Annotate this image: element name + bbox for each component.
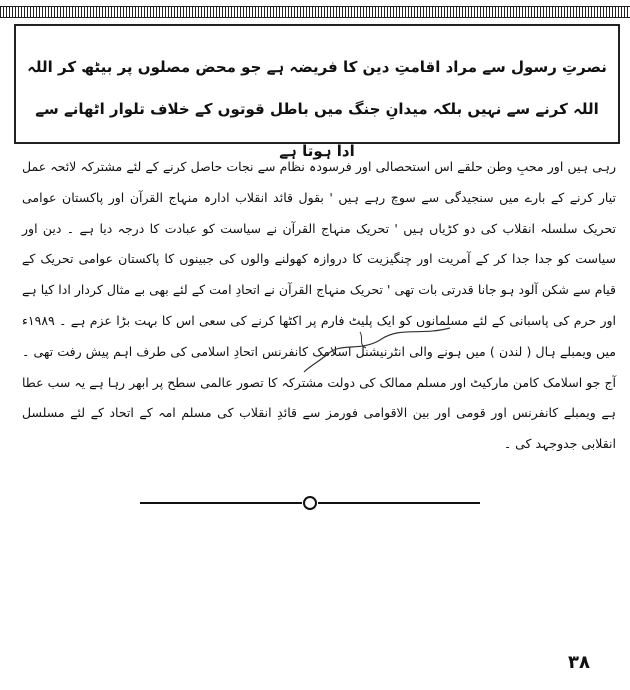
pull-quote-box — [14, 24, 620, 160]
page-number: ۳۸ — [568, 652, 590, 673]
top-decorative-rule — [0, 6, 630, 18]
body-paragraph: رہی ہیں اور محبِ وطن حلقے اس استحصالی اور فرسودہ نظام سے نجات حاصل کرنے کے لئے مشترکہ لائحہ عمل تیار کرنے کے بارے میں سنجیدگی سے سوچ رہے ہیں ' بقول قائد انقلاب ادارہ منہاج القرآن اور پاکستان عوامی تحریک سلسلہ انقلاب کی دو کڑیاں ہیں ' تحریک منہاج القرآن نے سیاست کو عبادت کا درجہ دیا ہے ۔ دین اور سیاست کو جدا جدا کر کے آمریت اور چنگیزیت کا دروازہ کھولنے والوں کی جبینوں کا پاکستان عوامی تحریک کے قیام سے شکن آلود ہو جانا قدرتی بات تھی ' تحریک منہاج القرآن نے اتحادِ امت کے لئے بھی بے مثال کردار ادا کیا ہے اور حرم کی پاسبانی کے لئے مسلمانوں کو ایک پلیٹ فارم پر اکٹھا کرنے کی سعی اس کا بہت بڑا عزم ہے ۔ ۱۹۸۹ء میں ویمبلے ہال ( لندن ) میں ہونے والی انٹرنیشنل اسلامک کانفرنس اتحادِ اسلامی کی طرف اہم پیش رفت تھی ۔ آج جو اسلامک کامن مارکیٹ اور مسلم ممالک کی دولت مشترکہ کا تصور عالمی سطح پر ابھر رہا ہے یہ سب عطا ہے ویمبلے کانفرنس اور قومی اور بین الاقوامی فورمز سے قائدِ انقلاب کی مسلم امہ کے اتحاد کے لئے مسلسل انقلابی جدوجہد کی ۔ — [22, 159, 616, 452]
section-separator — [140, 496, 480, 510]
pull-quote-text: نصرتِ رسول سے مراد اقامتِ دین کا فریضہ ہے جو محض مصلوں پر بیٹھ کر اللہ اللہ کرنے سے نہیں بلکہ میدانِ جنگ میں باطل قوتوں کے خلاف تلوار اٹھانے سے ادا ہوتا ہے — [27, 58, 607, 160]
